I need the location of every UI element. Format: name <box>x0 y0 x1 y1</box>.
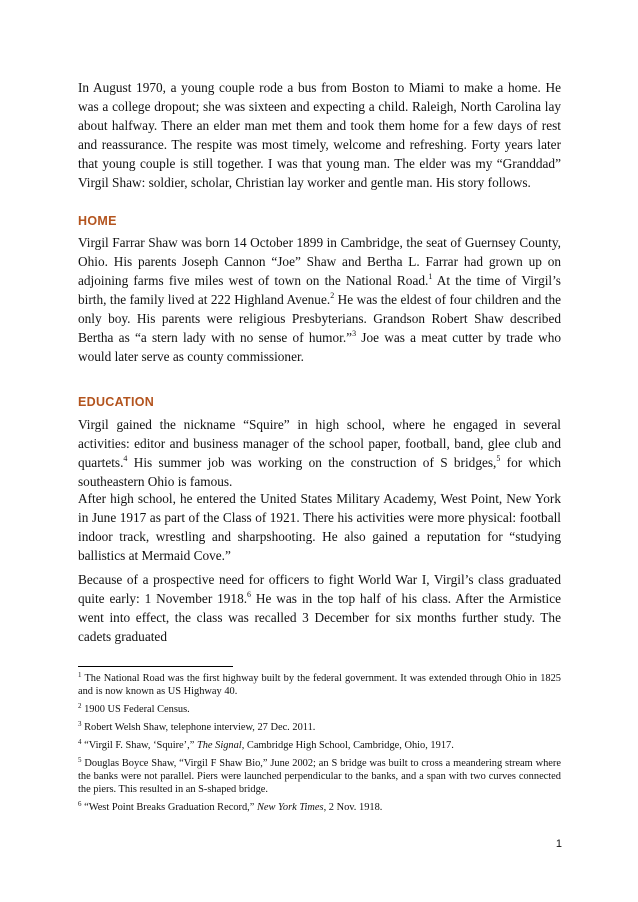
footnote-ref-6[interactable]: 6 <box>247 590 252 599</box>
home-paragraph: Virgil Farrar Shaw was born 14 October 1899 in Cambridge, the seat of Guernsey County, Ohio. His parents Joseph Cannon “Joe” Shaw and Bertha L. Farrar had grown up on adjoining farms five miles west of town on the National Road.$^1$ At the time of Virgil’s birth, the family lived at 222 Highland Avenue.$^2$ He was the eldest of four children and the only boy. His parents were religious Presbyterians. Grandson Robert Shaw described Bertha as “a stern lady with no sense of humor.”$^3$ Joe was a meat cutter by trade who would later serve as county commissioner. <box>78 235 561 364</box>
footnote-ref-4[interactable]: 4 <box>123 454 128 463</box>
education-paragraph-1: Virgil gained the nickname “Squire” in high school, where he engaged in several activities: editor and business manager of the school paper, football, band, glee club and quartets.$^4$ His summer job was working on the construction of S bridges,$^5$ for which southeastern Ohio is famous. <box>78 417 561 489</box>
section-heading-education: EDUCATION <box>78 395 155 409</box>
footnote-3: $^3$ Robert Welsh Shaw, telephone interview, 27 Dec. 2011. <box>78 720 316 733</box>
education-paragraph-3: Because of a prospective need for officers to fight World War I, Virgil’s class graduated quite early: 1 November 1918.$^6$ He was in the top half of his class. After the Armistice went into effect, the class was recalled 3 December for six months further study. The cadets graduated <box>78 572 562 644</box>
footnote-6: $^6$ “West Point Breaks Graduation Record,” New York Times, 2 Nov. 1918. <box>78 800 383 813</box>
footnotes <box>78 672 561 819</box>
footnote-1: $^1$ The National Road was the first highway built by the federal government. It was extended through Ohio in 1825 and is now known as US Highway 40. <box>78 671 561 697</box>
section-heading-home: HOME <box>78 214 117 228</box>
footnote-ref-2[interactable]: 2 <box>330 291 335 300</box>
footnote-4: $^4$ “Virgil F. Shaw, ‘Squire’,” The Signal, Cambridge High School, Cambridge, Ohio, 1917. <box>78 738 454 751</box>
footnote-ref-5[interactable]: 5 <box>496 454 501 463</box>
footnote-ref-3[interactable]: 3 <box>352 329 357 338</box>
page-number: 1 <box>555 838 562 850</box>
education-paragraph-2: After high school, he entered the United States Military Academy, West Point, New York in June 1917 as part of the Class of 1921. There his activities were more physical: football indoor track, wrestling and sharpshooting. He also gained a reputation for “studying ballistics at Mermaid Cove.” <box>78 491 561 563</box>
footnote-2: $^2$ 1900 US Federal Census. <box>78 702 190 715</box>
intro-paragraph: In August 1970, a young couple rode a bus from Boston to Miami to make a home. He was a college dropout; she was sixteen and expecting a child. Raleigh, North Carolina lay about halfway. There an elder man met them and took them home for a few days of rest and reassurance. The respite was most timely, welcome and refreshing. Forty years later that young couple is still together. I was that young man. The elder was my “Granddad” Virgil Shaw: soldier, scholar, Christian lay worker and gentle man. His story follows. <box>78 80 561 190</box>
footnote-separator <box>78 666 233 667</box>
footnote-ref-1[interactable]: 1 <box>428 272 433 281</box>
footnote-5: $^5$ Douglas Boyce Shaw, “Virgil F Shaw Bio,” June 2002; an S bridge was built to cross a meandering stream where the banks were not parallel. Piers were launched perpendicular to the banks, and a span with two curves connected the piers. This resulted in an S-shaped bridge. <box>78 756 561 795</box>
